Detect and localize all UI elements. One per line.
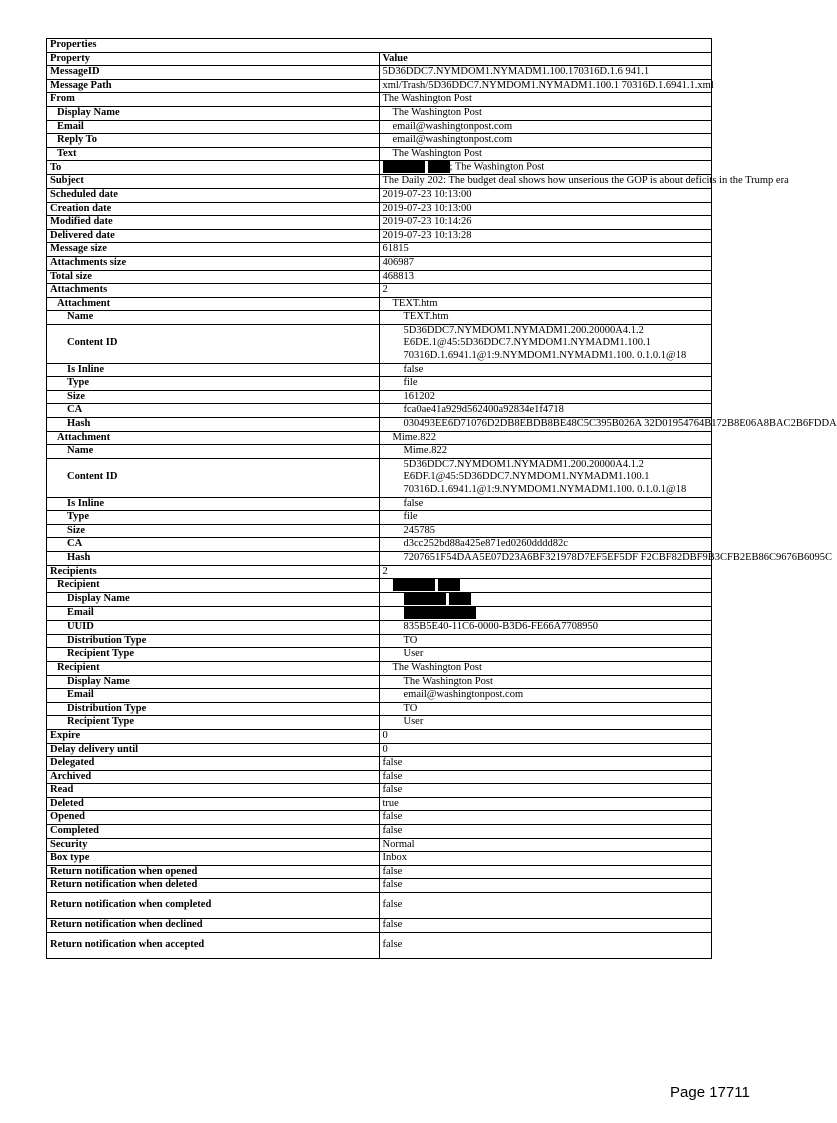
table-row [47, 661, 712, 675]
property-value: 2019-07-23 10:14:26 [379, 216, 712, 230]
property-value: Mime.822 [379, 445, 712, 459]
property-value [379, 458, 712, 497]
content-id-line: 5D36DDC7.NYMDOM1.NYMADM1.200.20000A4.1.2 [403, 458, 644, 470]
property-value: TO [379, 634, 712, 648]
table-row [47, 161, 712, 175]
table-row [47, 838, 712, 852]
property-name: Delay delivery until [47, 743, 380, 757]
property-value: 245785 [379, 524, 712, 538]
table-row [47, 797, 712, 811]
property-name: Name [47, 311, 380, 325]
property-name: Recipient [47, 579, 380, 593]
property-value: false [379, 932, 712, 958]
property-name: Hash [47, 551, 380, 565]
property-name: Attachments size [47, 256, 380, 270]
table-row [47, 621, 712, 635]
table-row [47, 324, 712, 363]
property-value: false [379, 865, 712, 879]
table-row [47, 607, 712, 621]
property-name: Read [47, 784, 380, 798]
property-value: The Washington Post [379, 675, 712, 689]
property-name: Delegated [47, 757, 380, 771]
property-name: Recipient Type [47, 648, 380, 662]
property-value: 468813 [379, 270, 712, 284]
property-name: CA [47, 538, 380, 552]
property-name: Content ID [47, 324, 380, 363]
property-value: false [379, 497, 712, 511]
property-name: Completed [47, 825, 380, 839]
table-row [47, 729, 712, 743]
property-name: Deleted [47, 797, 380, 811]
table-row [47, 675, 712, 689]
table-row [47, 538, 712, 552]
content-id-line: 5D36DDC7.NYMDOM1.NYMADM1.200.20000A4.1.2 [403, 324, 644, 336]
table-row [47, 458, 712, 497]
property-value: false [379, 879, 712, 893]
table-row [47, 418, 712, 432]
property-value [379, 161, 712, 175]
property-value: User [379, 716, 712, 730]
table-row [47, 811, 712, 825]
content-id-line: E6DE.1@45:5D36DDC7.NYMDOM1.NYMADM1.100.1 [403, 337, 651, 349]
table-header-row [47, 52, 712, 66]
property-name: Return notification when accepted [47, 932, 380, 958]
table-row [47, 297, 712, 311]
property-name: CA [47, 404, 380, 418]
property-value: The Daily 202: The budget deal shows how unserious the GOP is about deficits in the Trump era [379, 175, 712, 189]
table-row [47, 256, 712, 270]
property-name: Distribution Type [47, 634, 380, 648]
property-name: MessageID [47, 66, 380, 80]
property-value: Normal [379, 838, 712, 852]
table-row [47, 216, 712, 230]
table-row [47, 202, 712, 216]
table-row [47, 919, 712, 933]
property-value: false [379, 825, 712, 839]
table-row [47, 284, 712, 298]
property-name: Size [47, 524, 380, 538]
property-name: Subject [47, 175, 380, 189]
property-value: 835B5E40-11C6-0000-B3D6-FE66A7708950 [379, 621, 712, 635]
property-name: Name [47, 445, 380, 459]
property-name: Recipients [47, 565, 380, 579]
redaction-block [428, 161, 450, 173]
content-id-line: E6DF.1@45:5D36DDC7.NYMDOM1.NYMADM1.100.1 [403, 471, 650, 483]
property-name: Text [47, 147, 380, 161]
property-name: Return notification when deleted [47, 879, 380, 893]
property-value: 7207651F54DAA5E07D23A6BF321978D7EF5EF5DF F2CBF82DBF9B3CFB2EB86C9676B6095C [379, 551, 712, 565]
property-value: 161202 [379, 390, 712, 404]
table-row [47, 565, 712, 579]
table-row [47, 648, 712, 662]
table-row [47, 743, 712, 757]
property-name: Distribution Type [47, 702, 380, 716]
redaction-block [404, 593, 446, 605]
table-row [47, 879, 712, 893]
content-id-line: 70316D.1.6941.1@1:9.NYMDOM1.NYMADM1.100. 0.1.0.1@18 [403, 484, 687, 495]
table-row [47, 716, 712, 730]
property-value: 406987 [379, 256, 712, 270]
property-name: Recipient [47, 661, 380, 675]
property-value: TEXT.htm [379, 311, 712, 325]
property-name: Message Path [47, 79, 380, 93]
property-value: false [379, 919, 712, 933]
property-value: file [379, 377, 712, 391]
property-value: 030493EE6D71076D2DB8EBDB8BE48C5C395B026A 32D01954764B172B8E06A8BAC2B6FDDA [379, 418, 712, 432]
property-name: From [47, 93, 380, 107]
table-row [47, 932, 712, 958]
property-value: TO [379, 702, 712, 716]
property-value: 5D36DDC7.NYMDOM1.NYMADM1.100.170316D.1.6 941.1 [379, 66, 712, 80]
property-value: file [379, 511, 712, 525]
property-name: Type [47, 511, 380, 525]
recipient-text: ; The Washington Post [449, 161, 545, 173]
property-name: Content ID [47, 458, 380, 497]
table-row [47, 377, 712, 391]
table-row [47, 852, 712, 866]
property-value: TEXT.htm [379, 297, 712, 311]
property-name: Archived [47, 770, 380, 784]
redaction-block [404, 607, 476, 619]
table-row [47, 634, 712, 648]
property-name: Display Name [47, 106, 380, 120]
property-name: Size [47, 390, 380, 404]
page-number: Page 17711 [670, 1084, 750, 1101]
property-value: 61815 [379, 243, 712, 257]
table-row [47, 511, 712, 525]
table-row [47, 229, 712, 243]
property-name: Scheduled date [47, 188, 380, 202]
property-value: Inbox [379, 852, 712, 866]
property-name: Total size [47, 270, 380, 284]
property-value: The Washington Post [379, 93, 712, 107]
property-value: The Washington Post [379, 147, 712, 161]
property-value: The Washington Post [379, 661, 712, 675]
table-row [47, 445, 712, 459]
table-row [47, 770, 712, 784]
property-name: Hash [47, 418, 380, 432]
property-value [379, 607, 712, 621]
property-value: false [379, 363, 712, 377]
table-row [47, 497, 712, 511]
property-value: d3cc252bd88a425e871ed0260dddd82c [379, 538, 712, 552]
property-name: Display Name [47, 675, 380, 689]
property-name: Attachments [47, 284, 380, 298]
property-value: User [379, 648, 712, 662]
property-value: 0 [379, 729, 712, 743]
property-name: Return notification when declined [47, 919, 380, 933]
property-value: false [379, 770, 712, 784]
table-row [47, 702, 712, 716]
header-value: Value [379, 52, 712, 66]
property-name: Opened [47, 811, 380, 825]
property-name: Expire [47, 729, 380, 743]
property-name: Is Inline [47, 497, 380, 511]
property-value: email@washingtonpost.com [379, 134, 712, 148]
table-row [47, 311, 712, 325]
property-name: Delivered date [47, 229, 380, 243]
table-row [47, 134, 712, 148]
table-row [47, 390, 712, 404]
property-name: To [47, 161, 380, 175]
property-name: Display Name [47, 593, 380, 607]
property-name: Box type [47, 852, 380, 866]
table-row [47, 363, 712, 377]
redaction-block [438, 579, 460, 591]
redaction-block [383, 161, 425, 173]
property-value: 2019-07-23 10:13:00 [379, 202, 712, 216]
table-row [47, 243, 712, 257]
table-row [47, 551, 712, 565]
table-title: Properties [47, 39, 712, 53]
property-name: Email [47, 120, 380, 134]
table-row [47, 66, 712, 80]
property-value: 2 [379, 565, 712, 579]
table-row [47, 893, 712, 919]
property-name: Message size [47, 243, 380, 257]
table-row [47, 79, 712, 93]
table-row [47, 825, 712, 839]
property-value [379, 579, 712, 593]
property-name: UUID [47, 621, 380, 635]
table-row [47, 120, 712, 134]
property-value: xml/Trash/5D36DDC7.NYMDOM1.NYMADM1.100.1 70316D.1.6941.1.xml [379, 79, 712, 93]
table-row [47, 175, 712, 189]
header-property: Property [47, 52, 380, 66]
property-value: false [379, 893, 712, 919]
table-row [47, 93, 712, 107]
redaction-block [449, 593, 471, 605]
table-row [47, 404, 712, 418]
redaction-block [393, 579, 435, 591]
property-name: Creation date [47, 202, 380, 216]
property-value: fca0ae41a929d562400a92834e1f4718 [379, 404, 712, 418]
property-value: 2019-07-23 10:13:28 [379, 229, 712, 243]
property-name: Type [47, 377, 380, 391]
table-row [47, 757, 712, 771]
table-row [47, 188, 712, 202]
property-value: email@washingtonpost.com [379, 689, 712, 703]
property-value: 2019-07-23 10:13:00 [379, 188, 712, 202]
table-title-row [47, 39, 712, 53]
table-row [47, 689, 712, 703]
property-value [379, 593, 712, 607]
property-value: true [379, 797, 712, 811]
table-row [47, 524, 712, 538]
table-row [47, 865, 712, 879]
property-value: false [379, 757, 712, 771]
property-value: Mime.822 [379, 431, 712, 445]
property-value: 2 [379, 284, 712, 298]
property-name: Security [47, 838, 380, 852]
property-name: Return notification when completed [47, 893, 380, 919]
property-name: Reply To [47, 134, 380, 148]
property-value: false [379, 784, 712, 798]
property-name: Recipient Type [47, 716, 380, 730]
table-row [47, 147, 712, 161]
table-row [47, 579, 712, 593]
table-row [47, 431, 712, 445]
property-name: Email [47, 607, 380, 621]
property-name: Email [47, 689, 380, 703]
property-name: Attachment [47, 297, 380, 311]
property-value: email@washingtonpost.com [379, 120, 712, 134]
property-value: false [379, 811, 712, 825]
property-name: Is Inline [47, 363, 380, 377]
property-value: 0 [379, 743, 712, 757]
table-row [47, 784, 712, 798]
property-value [379, 324, 712, 363]
table-row [47, 270, 712, 284]
property-name: Return notification when opened [47, 865, 380, 879]
table-row [47, 593, 712, 607]
property-name: Attachment [47, 431, 380, 445]
property-name: Modified date [47, 216, 380, 230]
property-value: The Washington Post [379, 106, 712, 120]
properties-table [46, 38, 837, 959]
table-row [47, 106, 712, 120]
content-id-line: 70316D.1.6941.1@1:9.NYMDOM1.NYMADM1.100. 0.1.0.1@18 [403, 350, 687, 362]
